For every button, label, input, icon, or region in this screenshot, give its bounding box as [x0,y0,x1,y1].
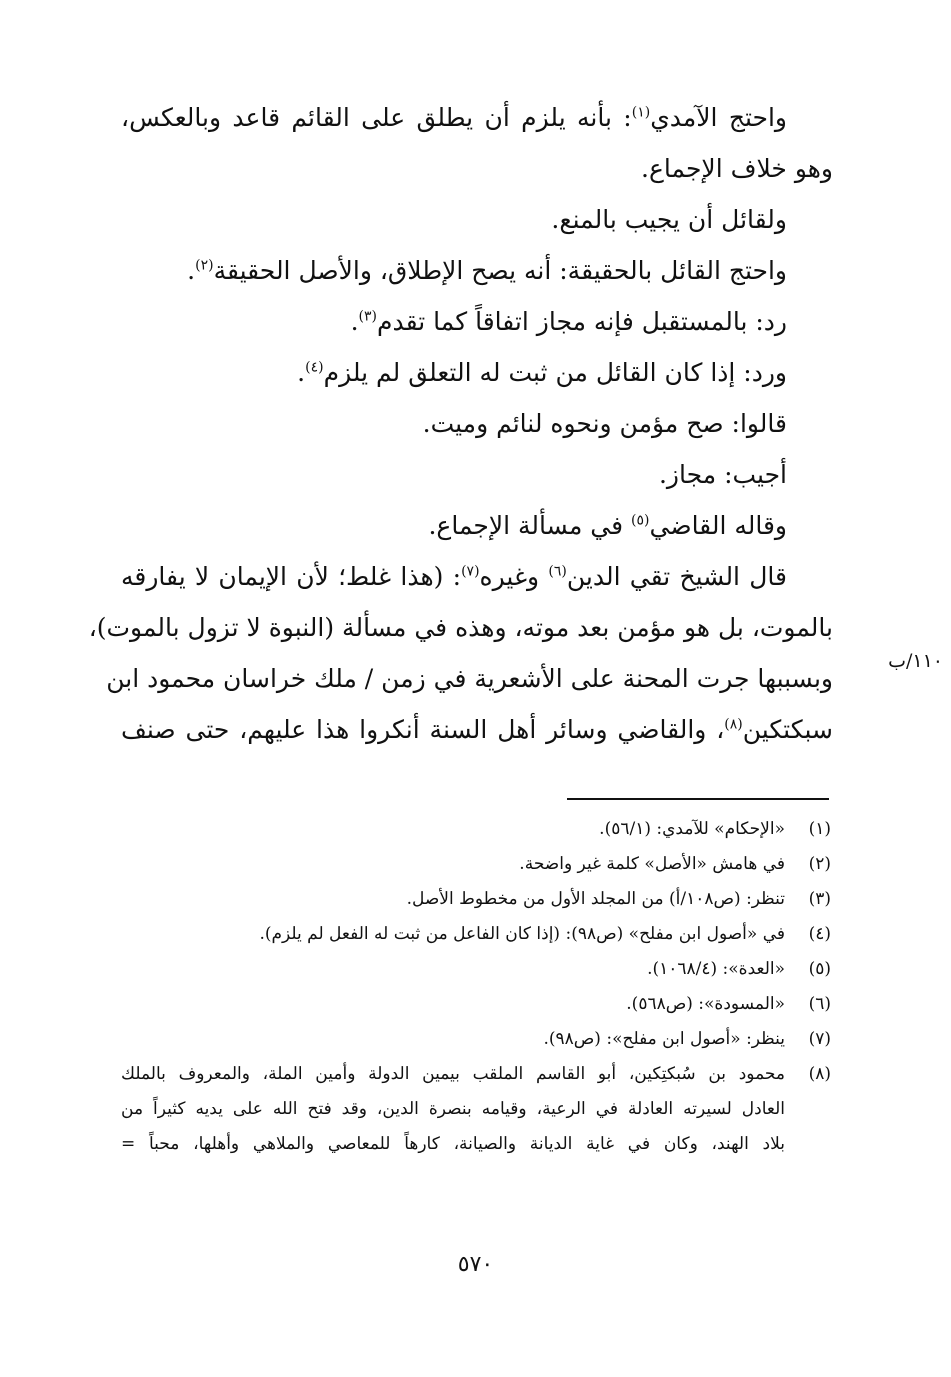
page-number: ٥٧٠ [457,1252,494,1277]
footnote-ref-3: (٣) [358,308,377,325]
footnote-ref-8: (٨) [724,716,743,733]
footnote-number: (٤) [808,924,831,944]
text-span: رد: بالمستقبل فإنه مجاز اتفاقاً كما تقدم [377,307,787,336]
text-line-13 [121,704,833,755]
footnote-6 [121,987,833,1022]
text-span: ورد: إذا كان القائل من ثبت له التعلق لم يلزم [323,358,787,387]
footnote-text: في «أصول ابن مفلح» (ص٩٨): (إذا كان الفاعل من ثبت له الفعل لم يلزم). [259,924,785,944]
text-line-11: بالموت، بل هو مؤمن بعد موته، وهذه في مسألة (النبوة لا تزول بالموت)، [88,613,833,642]
footnote-ref-6: (٦) [548,563,567,580]
footnote-number: (٢) [808,854,831,874]
footnote-1 [121,812,833,847]
text-line-12: وبسببها جرت المحنة على الأشعرية في زمن / ملك خراسان محمود ابن [106,664,833,693]
footnote-divider [567,798,829,800]
text-line-4 [121,245,833,296]
footnote-number: (٣) [808,889,831,909]
footnotes [121,812,833,1162]
text-span: قال الشيخ تقي الدين [566,562,787,591]
text-span: وقاله القاضي [649,511,787,540]
footnote-number: (٦) [808,994,831,1014]
text-span: واحتج الآمدي [650,103,787,132]
text-line-7: قالوا: صح مؤمن ونحوه لنائم وميت. [422,409,787,438]
text-line-2: وهو خلاف الإجماع. [641,154,833,183]
footnote-number: (١) [808,819,831,839]
footnote-text: «المسودة»: (ص٥٦٨). [626,994,785,1014]
text-span: ، والقاضي وسائر أهل السنة أنكروا هذا عليهم، حتى صنف [121,715,725,744]
text-line-9 [121,500,833,551]
manuscript-folio-marker: ١١٠/ب [888,650,943,672]
text-span: : بأنه يلزم أن يطلق على القائم قاعد وبالعكس، [121,103,632,132]
footnote-2 [121,847,833,882]
text-line-1 [121,92,833,143]
text-span: : (هذا غلط؛ لأن الإيمان لا يفارقه [121,562,462,591]
footnote-ref-5: (٥) [631,512,650,529]
text-span: . [350,307,359,336]
text-line-8: أجيب: مجاز. [658,460,787,489]
text-line-6 [121,347,833,398]
footnote-number: (٨) [808,1064,831,1084]
text-span: في مسألة الإجماع. [428,511,632,540]
footnote-5 [121,952,833,987]
footnote-line: العادل لسيرته العادلة في الرعية، وقيامه بنصرة الدين، وقد فتح الله على يديه كثيراً من [121,1099,785,1119]
footnote-ref-2: (٢) [195,257,214,274]
footnote-4 [121,917,833,952]
footnote-text [121,1057,785,1162]
text-span: واحتج القائل بالحقيقة: أنه يصح الإطلاق، والأصل الحقيقة [213,256,787,285]
footnote-ref-1: (١) [631,104,651,121]
footnote-line: بلاد الهند، وكان في غاية الديانة والصيانة، كارهاً للمعاصي والملاهي وأهلها، محباً = [121,1134,785,1154]
footnote-text: ينظر: «أصول ابن مفلح»: (ص٩٨). [543,1029,785,1049]
footnote-text: في هامش «الأصل» كلمة غير واضحة. [519,854,785,874]
text-line-3: ولقائل أن يجيب بالمنع. [551,205,787,234]
footnote-3 [121,882,833,917]
text-span: وغيره [479,562,549,591]
main-text [88,92,833,755]
footnote-text: «الإحكام» للآمدي: (٥٦/١). [599,819,785,839]
footnote-number: (٥) [808,959,831,979]
footnote-ref-7: (٧) [461,563,480,580]
text-span: سبكتكين [742,715,833,744]
footnote-text: تنظر: (ص١٠٨/أ) من المجلد الأول من مخطوط الأصل. [406,889,785,909]
footnote-text: «العدة»: (١٠٦٨/٤). [647,959,785,979]
footnote-line: محمود بن سُبكتِكين، أبو القاسم الملقب بيمين الدولة وأمين الملة، والمعروف بالملك [121,1064,785,1084]
text-span: . [187,256,196,285]
footnote-ref-4: (٤) [305,359,324,376]
footnote-7 [121,1022,833,1057]
text-span: . [297,358,306,387]
text-line-5 [121,296,833,347]
footnote-number: (٧) [808,1029,831,1049]
text-line-10 [121,551,833,602]
footnote-8 [121,1057,833,1162]
